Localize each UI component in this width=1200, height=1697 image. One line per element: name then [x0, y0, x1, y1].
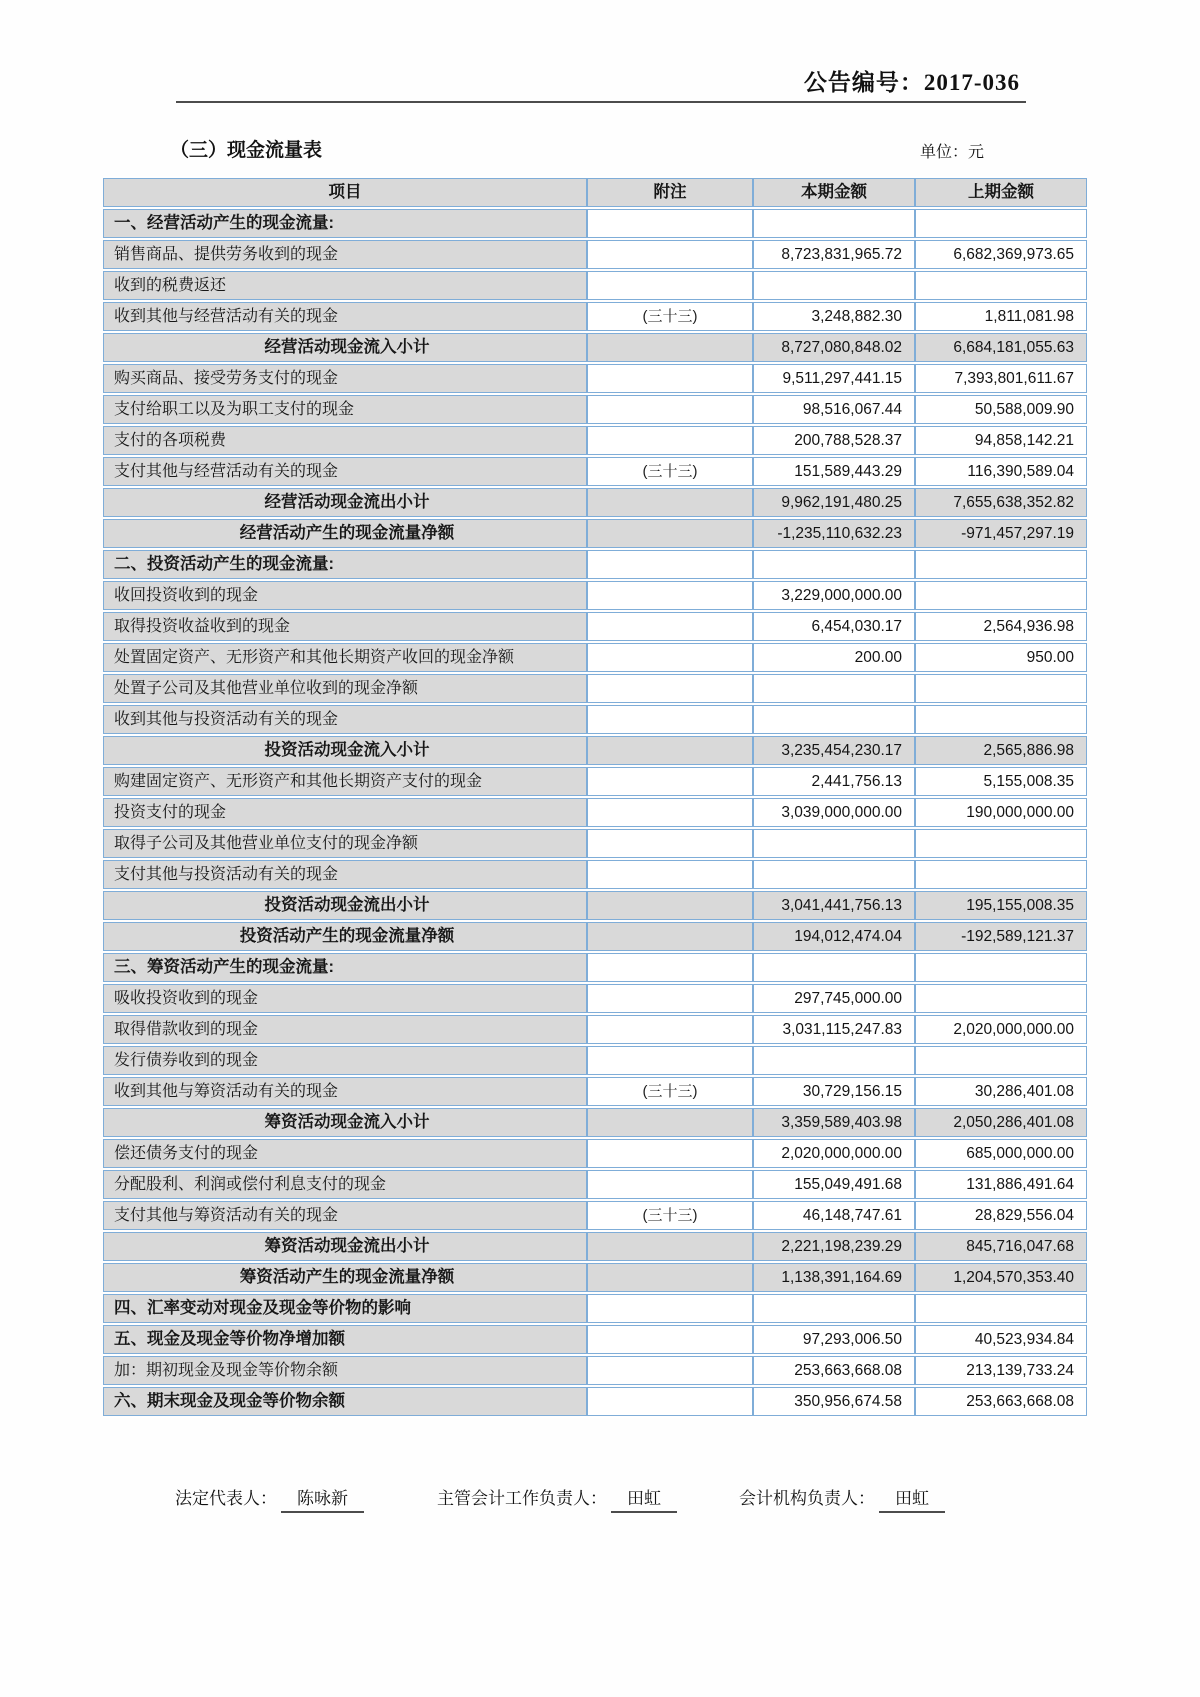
row-note: [587, 829, 753, 858]
row-current-amount: [753, 271, 915, 300]
table-row: [103, 643, 1087, 672]
row-item-label: 购买商品、接受劳务支付的现金: [103, 364, 587, 393]
row-item-label: 六、期末现金及现金等价物余额: [103, 1387, 587, 1416]
row-item-label: 偿还债务支付的现金: [103, 1139, 587, 1168]
row-note: [587, 1356, 753, 1385]
row-note: [587, 674, 753, 703]
row-prior-amount: 2,565,886.98: [915, 736, 1087, 765]
row-item-label: 收到的税费返还: [103, 271, 587, 300]
row-prior-amount: 190,000,000.00: [915, 798, 1087, 827]
chief-accountant-name: 田虹: [611, 1484, 677, 1513]
row-current-amount: 297,745,000.00: [753, 984, 915, 1013]
row-current-amount: 46,148,747.61: [753, 1201, 915, 1230]
row-note: [587, 364, 753, 393]
row-prior-amount: [915, 209, 1087, 238]
row-prior-amount: -971,457,297.19: [915, 519, 1087, 548]
row-note: [587, 860, 753, 889]
row-prior-amount: 2,020,000,000.00: [915, 1015, 1087, 1044]
row-current-amount: [753, 1294, 915, 1323]
row-note: (三十三): [587, 1201, 753, 1230]
row-current-amount: 3,041,441,756.13: [753, 891, 915, 920]
row-current-amount: 9,511,297,441.15: [753, 364, 915, 393]
row-note: [587, 426, 753, 455]
signature-row: [103, 1484, 1087, 1514]
row-current-amount: 3,031,115,247.83: [753, 1015, 915, 1044]
row-item-label: 支付给职工以及为职工支付的现金: [103, 395, 587, 424]
column-header-prior-amount: 上期金额: [915, 178, 1087, 207]
row-prior-amount: [915, 984, 1087, 1013]
row-note: (三十三): [587, 302, 753, 331]
row-note: [587, 1294, 753, 1323]
row-prior-amount: [915, 829, 1087, 858]
row-note: [587, 488, 753, 517]
row-note: [587, 1263, 753, 1292]
row-prior-amount: 195,155,008.35: [915, 891, 1087, 920]
row-item-label: 销售商品、提供劳务收到的现金: [103, 240, 587, 269]
row-prior-amount: [915, 581, 1087, 610]
row-item-label: 分配股利、利润或偿付利息支付的现金: [103, 1170, 587, 1199]
legal-representative: [175, 1484, 364, 1513]
row-prior-amount: 1,204,570,353.40: [915, 1263, 1087, 1292]
row-current-amount: [753, 705, 915, 734]
row-item-label: 经营活动现金流入小计: [103, 333, 587, 362]
row-note: [587, 240, 753, 269]
row-current-amount: 3,235,454,230.17: [753, 736, 915, 765]
row-current-amount: 3,039,000,000.00: [753, 798, 915, 827]
row-prior-amount: [915, 860, 1087, 889]
row-prior-amount: 2,564,936.98: [915, 612, 1087, 641]
row-prior-amount: 253,663,668.08: [915, 1387, 1087, 1416]
row-note: [587, 643, 753, 672]
row-current-amount: 200.00: [753, 643, 915, 672]
row-note: [587, 271, 753, 300]
row-item-label: 经营活动产生的现金流量净额: [103, 519, 587, 548]
table-row: [103, 302, 1087, 331]
row-current-amount: 350,956,674.58: [753, 1387, 915, 1416]
row-current-amount: 200,788,528.37: [753, 426, 915, 455]
column-header-note: 附注: [587, 178, 753, 207]
row-prior-amount: 7,655,638,352.82: [915, 488, 1087, 517]
row-prior-amount: [915, 705, 1087, 734]
row-current-amount: -1,235,110,632.23: [753, 519, 915, 548]
row-prior-amount: [915, 953, 1087, 982]
accounting-dept-head-name: 田虹: [879, 1484, 945, 1513]
row-item-label: 发行债券收到的现金: [103, 1046, 587, 1075]
row-note: [587, 612, 753, 641]
row-current-amount: [753, 1046, 915, 1075]
table-row: [103, 271, 1087, 300]
row-prior-amount: 6,682,369,973.65: [915, 240, 1087, 269]
table-row: [103, 984, 1087, 1013]
table-row: [103, 705, 1087, 734]
table-row: [103, 798, 1087, 827]
table-row: [103, 488, 1087, 517]
row-prior-amount: 1,811,081.98: [915, 302, 1087, 331]
column-header-current-amount: 本期金额: [753, 178, 915, 207]
row-item-label: 投资活动现金流入小计: [103, 736, 587, 765]
row-current-amount: 98,516,067.44: [753, 395, 915, 424]
row-note: [587, 736, 753, 765]
row-note: [587, 953, 753, 982]
row-current-amount: 6,454,030.17: [753, 612, 915, 641]
row-note: [587, 209, 753, 238]
legal-representative-label: 法定代表人：: [175, 1489, 277, 1508]
row-item-label: 取得借款收到的现金: [103, 1015, 587, 1044]
row-prior-amount: [915, 1294, 1087, 1323]
row-current-amount: 3,248,882.30: [753, 302, 915, 331]
table-row: [103, 550, 1087, 579]
table-row: [103, 829, 1087, 858]
row-item-label: 筹资活动产生的现金流量净额: [103, 1263, 587, 1292]
row-prior-amount: [915, 271, 1087, 300]
row-item-label: 三、筹资活动产生的现金流量:: [103, 953, 587, 982]
row-note: [587, 1170, 753, 1199]
row-note: [587, 1046, 753, 1075]
table-row: [103, 860, 1087, 889]
row-current-amount: [753, 209, 915, 238]
row-item-label: 吸收投资收到的现金: [103, 984, 587, 1013]
row-item-label: 二、投资活动产生的现金流量:: [103, 550, 587, 579]
row-note: [587, 519, 753, 548]
table-row: [103, 581, 1087, 610]
table-row: [103, 767, 1087, 796]
table-row: [103, 240, 1087, 269]
table-row: [103, 1077, 1087, 1106]
row-item-label: 处置固定资产、无形资产和其他长期资产收回的现金净额: [103, 643, 587, 672]
table-row: [103, 333, 1087, 362]
row-current-amount: 97,293,006.50: [753, 1325, 915, 1354]
row-item-label: 投资支付的现金: [103, 798, 587, 827]
row-prior-amount: 28,829,556.04: [915, 1201, 1087, 1230]
row-item-label: 一、经营活动产生的现金流量:: [103, 209, 587, 238]
row-item-label: 取得投资收益收到的现金: [103, 612, 587, 641]
row-note: [587, 1325, 753, 1354]
row-current-amount: [753, 550, 915, 579]
row-note: (三十三): [587, 1077, 753, 1106]
row-prior-amount: 685,000,000.00: [915, 1139, 1087, 1168]
row-note: [587, 333, 753, 362]
column-header-item: 项目: [103, 178, 587, 207]
cash-flow-table-wrapper: [103, 176, 1087, 1418]
row-note: [587, 891, 753, 920]
announcement-number: 公告编号：2017-036: [803, 70, 1020, 95]
table-row: [103, 674, 1087, 703]
row-note: [587, 705, 753, 734]
table-row: [103, 612, 1087, 641]
table-row: [103, 426, 1087, 455]
row-prior-amount: 5,155,008.35: [915, 767, 1087, 796]
row-prior-amount: 2,050,286,401.08: [915, 1108, 1087, 1137]
row-note: [587, 395, 753, 424]
table-row: [103, 457, 1087, 486]
accounting-dept-head: [739, 1484, 945, 1513]
row-item-label: 筹资活动现金流出小计: [103, 1232, 587, 1261]
table-row: [103, 364, 1087, 393]
row-current-amount: 2,020,000,000.00: [753, 1139, 915, 1168]
table-row: [103, 1356, 1087, 1385]
table-row: [103, 1139, 1087, 1168]
table-row: [103, 209, 1087, 238]
row-prior-amount: 116,390,589.04: [915, 457, 1087, 486]
row-note: [587, 798, 753, 827]
table-row: [103, 519, 1087, 548]
table-row: [103, 1325, 1087, 1354]
row-prior-amount: 845,716,047.68: [915, 1232, 1087, 1261]
chief-accountant: [437, 1484, 677, 1513]
row-item-label: 收回投资收到的现金: [103, 581, 587, 610]
table-row: [103, 736, 1087, 765]
header-divider-line: [176, 101, 1026, 103]
row-current-amount: 1,138,391,164.69: [753, 1263, 915, 1292]
row-current-amount: [753, 953, 915, 982]
row-item-label: 投资活动现金流出小计: [103, 891, 587, 920]
row-item-label: 支付其他与筹资活动有关的现金: [103, 1201, 587, 1230]
row-current-amount: 3,359,589,403.98: [753, 1108, 915, 1137]
table-row: [103, 1108, 1087, 1137]
row-prior-amount: 213,139,733.24: [915, 1356, 1087, 1385]
row-note: [587, 581, 753, 610]
row-prior-amount: 6,684,181,055.63: [915, 333, 1087, 362]
row-current-amount: 155,049,491.68: [753, 1170, 915, 1199]
row-item-label: 支付其他与经营活动有关的现金: [103, 457, 587, 486]
table-row: [103, 1387, 1087, 1416]
table-row: [103, 1046, 1087, 1075]
table-row: [103, 395, 1087, 424]
row-item-label: 收到其他与筹资活动有关的现金: [103, 1077, 587, 1106]
row-item-label: 购建固定资产、无形资产和其他长期资产支付的现金: [103, 767, 587, 796]
row-note: [587, 1108, 753, 1137]
row-item-label: 支付的各项税费: [103, 426, 587, 455]
row-current-amount: 8,723,831,965.72: [753, 240, 915, 269]
row-item-label: 投资活动产生的现金流量净额: [103, 922, 587, 951]
row-current-amount: 3,229,000,000.00: [753, 581, 915, 610]
row-item-label: 处置子公司及其他营业单位收到的现金净额: [103, 674, 587, 703]
row-prior-amount: -192,589,121.37: [915, 922, 1087, 951]
table-row: [103, 1015, 1087, 1044]
row-item-label: 加：期初现金及现金等价物余额: [103, 1356, 587, 1385]
row-current-amount: 253,663,668.08: [753, 1356, 915, 1385]
row-item-label: 取得子公司及其他营业单位支付的现金净额: [103, 829, 587, 858]
row-current-amount: 8,727,080,848.02: [753, 333, 915, 362]
table-row: [103, 1294, 1087, 1323]
row-note: [587, 767, 753, 796]
row-item-label: 收到其他与投资活动有关的现金: [103, 705, 587, 734]
statement-title: （三）现金流量表: [170, 140, 323, 161]
row-item-label: 支付其他与投资活动有关的现金: [103, 860, 587, 889]
table-row: [103, 1170, 1087, 1199]
accounting-dept-head-label: 会计机构负责人：: [739, 1489, 875, 1508]
row-current-amount: [753, 674, 915, 703]
table-row: [103, 891, 1087, 920]
table-row: [103, 953, 1087, 982]
row-note: [587, 1387, 753, 1416]
row-prior-amount: 30,286,401.08: [915, 1077, 1087, 1106]
row-prior-amount: 7,393,801,611.67: [915, 364, 1087, 393]
row-prior-amount: 950.00: [915, 643, 1087, 672]
row-current-amount: 2,441,756.13: [753, 767, 915, 796]
row-current-amount: 194,012,474.04: [753, 922, 915, 951]
row-current-amount: 2,221,198,239.29: [753, 1232, 915, 1261]
row-current-amount: 30,729,156.15: [753, 1077, 915, 1106]
row-note: (三十三): [587, 457, 753, 486]
row-note: [587, 1015, 753, 1044]
table-header-row: [103, 178, 1087, 207]
table-row: [103, 1232, 1087, 1261]
row-prior-amount: [915, 550, 1087, 579]
row-prior-amount: [915, 1046, 1087, 1075]
chief-accountant-label: 主管会计工作负责人：: [437, 1489, 607, 1508]
row-note: [587, 1139, 753, 1168]
row-item-label: 经营活动现金流出小计: [103, 488, 587, 517]
row-note: [587, 550, 753, 579]
row-note: [587, 984, 753, 1013]
table-row: [103, 1263, 1087, 1292]
row-current-amount: [753, 829, 915, 858]
table-row: [103, 922, 1087, 951]
unit-label: 单位：元: [920, 144, 985, 161]
cash-flow-table: [103, 176, 1087, 1418]
row-prior-amount: 94,858,142.21: [915, 426, 1087, 455]
row-item-label: 筹资活动现金流入小计: [103, 1108, 587, 1137]
row-item-label: 四、汇率变动对现金及现金等价物的影响: [103, 1294, 587, 1323]
row-current-amount: 9,962,191,480.25: [753, 488, 915, 517]
row-note: [587, 1232, 753, 1261]
row-item-label: 收到其他与经营活动有关的现金: [103, 302, 587, 331]
row-item-label: 五、现金及现金等价物净增加额: [103, 1325, 587, 1354]
row-current-amount: [753, 860, 915, 889]
row-current-amount: 151,589,443.29: [753, 457, 915, 486]
row-prior-amount: 40,523,934.84: [915, 1325, 1087, 1354]
table-row: [103, 1201, 1087, 1230]
legal-representative-name: 陈咏新: [281, 1484, 364, 1513]
row-note: [587, 922, 753, 951]
row-prior-amount: [915, 674, 1087, 703]
row-prior-amount: 131,886,491.64: [915, 1170, 1087, 1199]
row-prior-amount: 50,588,009.90: [915, 395, 1087, 424]
